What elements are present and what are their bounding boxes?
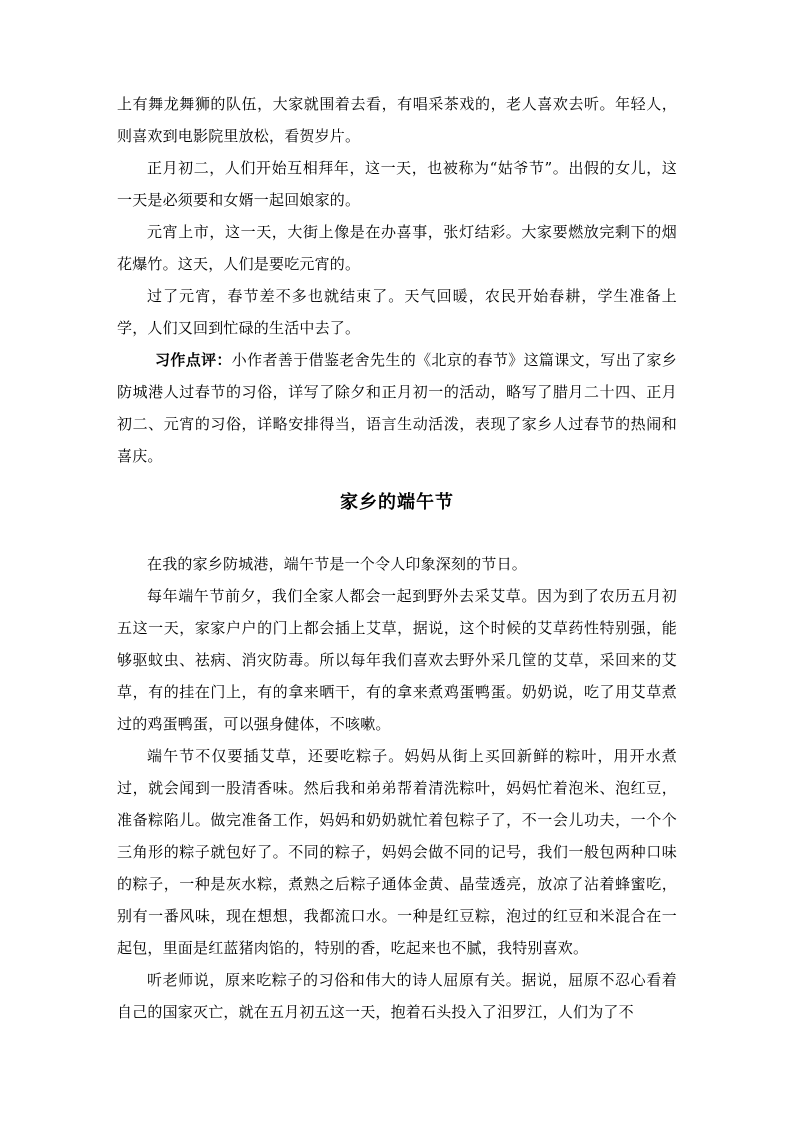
paragraph-quyuan: 听老师说，原来吃粽子的习俗和伟大的诗人屈原有关。据说，屈原不忍心看着自己的国家灭亡，就在五月初五这一天，抱着石头投入了汨罗江，人们为了不 bbox=[117, 971, 677, 1021]
paragraph-zongzi: 端午节不仅要插艾草，还要吃粽子。妈妈从街上买回新鲜的粽叶，用开水煮过，就会闻到一股清香味。然后我和弟弟帮着清洗粽叶，妈妈忙着泡米、泡红豆，准备粽陷儿。做完准备工作，妈妈和奶奶就忙着包粽子了，不一会儿功夫，一个个三角形的粽子就包好了。不同的粽子，妈妈会做不同的记号，我们一般包两种口味的粽子，一种是灰水粽，煮熟之后粽子通体金黄、晶莹透亮，放凉了沾着蜂蜜吃，别有一番风味，现在想想，我都流口水。一种是红豆粽，泡过的红豆和米混合在一起包，里面是红蓝猪肉馅的，特别的香，吃起来也不腻，我特别喜欢。 bbox=[117, 747, 677, 957]
paragraph-second-day: 正月初二，人们开始互相拜年，这一天，也被称为“姑爷节”。出假的女儿，这一天是必须要和女婿一起回娘家的。 bbox=[117, 159, 677, 209]
essay-title: 家乡的端午节 bbox=[340, 492, 454, 513]
review-label: 习作点评： bbox=[155, 351, 232, 369]
document-page bbox=[117, 88, 677, 1028]
paragraph-intro: 在我的家乡防城港，端午节是一个令人印象深刻的节日。 bbox=[147, 555, 528, 573]
paragraph-continuation: 上有舞龙舞狮的队伍，大家就围着去看，有唱采茶戏的，老人喜欢去听。年轻人，则喜欢到电影院里放松，看贺岁片。 bbox=[117, 95, 677, 145]
paragraph-end-of-festival: 过了元宵，春节差不多也就结束了。天气回暖，农民开始春耕，学生准备上学，人们又回到忙碌的生活中去了。 bbox=[117, 287, 677, 337]
paragraph-lantern: 元宵上市，这一天，大街上像是在办喜事，张灯结彩。大家要燃放完剩下的烟花爆竹。这天，人们是要吃元宵的。 bbox=[117, 223, 677, 273]
paragraph-mugwort: 每年端午节前夕，我们全家人都会一起到野外去采艾草。因为到了农历五月初五这一天，家家户户的门上都会插上艾草，据说，这个时候的艾草药性特别强，能够驱蚊虫、祛病、消灾防毒。所以每年我们喜欢去野外采几筐的艾草，采回来的艾草，有的挂在门上，有的拿来晒干，有的拿来煮鸡蛋鸭蛋。奶奶说，吃了用艾草煮过的鸡蛋鸭蛋，可以强身健体，不咳嗽。 bbox=[117, 587, 677, 733]
review-text: 小作者善于借鉴老舍先生的《北京的春节》这篇课文，写出了家乡防城港人过春节的习俗，详写了除夕和正月初一的活动，略写了腊月二十四、正月初二、元宵的习俗，详略安排得当，语言生动活泼，表现了家乡人过春节的热闹和喜庆。 bbox=[117, 351, 677, 465]
review-paragraph bbox=[117, 344, 677, 472]
